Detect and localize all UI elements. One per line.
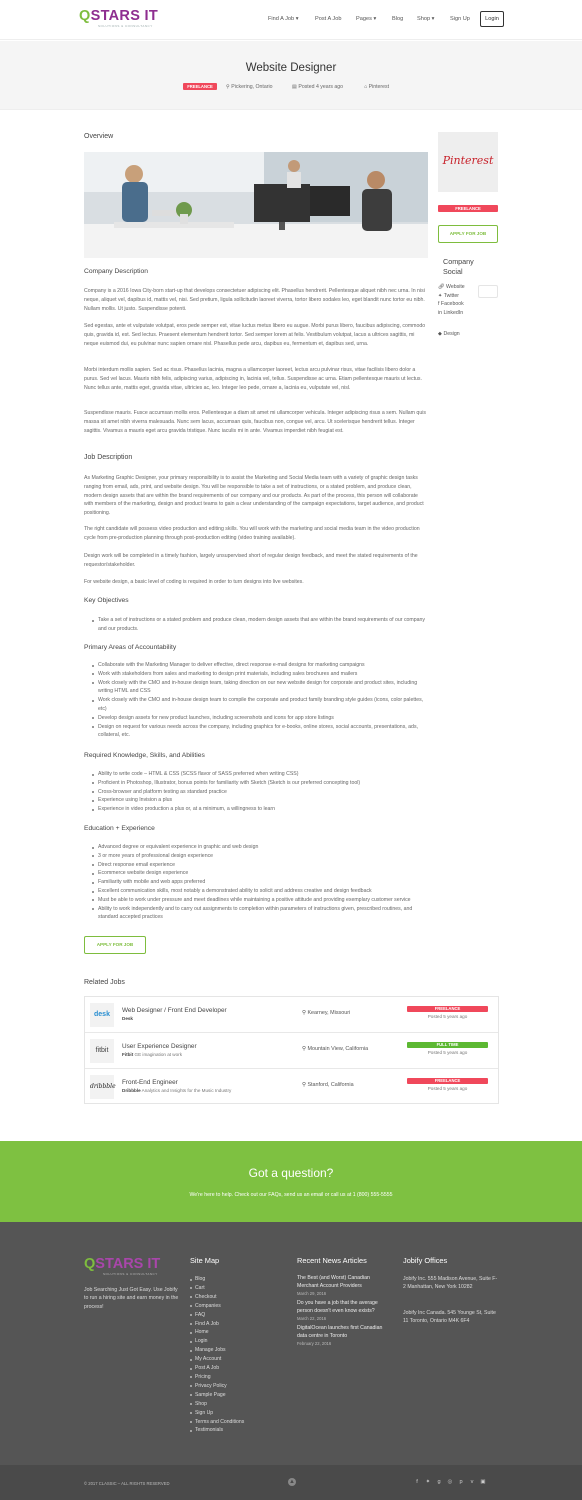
list-item: Ecommerce website design experience bbox=[92, 869, 428, 878]
news-article-link[interactable]: Do you have a job that the average person doesn't even know exists? bbox=[297, 1300, 378, 1314]
contact-cta bbox=[0, 1141, 582, 1222]
chevron-down-icon: ▾ bbox=[373, 16, 377, 22]
list-item: Direct response email experience bbox=[92, 861, 428, 870]
news-date: March 22, 2016 bbox=[297, 1316, 327, 1321]
list-item: Experience using Invision a plus bbox=[92, 796, 428, 805]
building-icon: ⌂ bbox=[364, 84, 368, 90]
list-item: Proficient in Photoshop, Illustrator, bonus points for familiarity with Sketch (Sketch is our preferred concepting tool) bbox=[92, 779, 428, 788]
related-job-posted: Posted 5 years ago bbox=[427, 1050, 468, 1055]
related-job-company: Fitbit GE imagination at work bbox=[122, 1052, 183, 1057]
company-social-heading: Company Social bbox=[443, 257, 474, 276]
list-item: Must be able to work under pressure and meet deadlines while maintaining a positive attitude and providing exemplary customer service bbox=[92, 896, 428, 905]
job-description-paragraph: For website design, a basic level of coding is required in order to turn designs into live websites. bbox=[84, 579, 304, 585]
job-posted: ▤ Posted 4 years ago bbox=[292, 84, 344, 90]
related-job-posted: Posted 5 years ago bbox=[427, 1086, 468, 1091]
list-item: 3 or more years of professional design experience bbox=[92, 852, 428, 861]
twitter-link[interactable]: ✦ Twitter bbox=[438, 292, 459, 299]
related-job-posted: Posted 5 years ago bbox=[427, 1014, 468, 1019]
linkedin-link[interactable]: in LinkedIn bbox=[438, 309, 464, 316]
facebook-icon: f bbox=[438, 301, 440, 308]
education-list bbox=[92, 843, 428, 922]
logo-text: STARS IT bbox=[90, 8, 158, 24]
linkedin-icon[interactable]: ▣ bbox=[480, 1479, 486, 1485]
site-logo[interactable] bbox=[79, 9, 179, 31]
footer-about: Job Searching Just Got Easy. Use Jobify to run a hiring site and earn money in the process! bbox=[84, 1287, 179, 1310]
follow-button[interactable] bbox=[478, 285, 498, 298]
job-type-badge: FREELANCE bbox=[407, 1006, 488, 1012]
company-description-paragraph: Sed egestas, ante et vulputate volutpat, eros pede semper est, vitae luctus metus libero eu augue. Morbi purus libero, faucibus adipiscing, commodo quis, gravida id, est. Sed lectus. Praesent elementum hendrerit tortor. Sed semper lorem at felis. Vestibulum volutpat, lacus a ultrices sagittis, mi neque euismod dui, eu pulvinar nunc sapien ornare nisl. Phasellus pede arcu, dapibus eu, fermentum et, dapibus sed, urna. bbox=[84, 323, 426, 347]
job-type-badge: FULL TIME bbox=[407, 1042, 488, 1048]
list-item: Excellent communication skills, most notably a demonstrated ability to solicit and address creative and design feedback bbox=[92, 887, 428, 896]
sitemap-heading: Site Map bbox=[190, 1256, 220, 1265]
twitter-icon[interactable]: ✦ bbox=[425, 1479, 431, 1485]
sitemap-link[interactable]: Privacy Policy bbox=[190, 1382, 244, 1391]
sitemap-link[interactable]: Post A Job bbox=[190, 1364, 244, 1373]
list-item: Advanced degree or equivalent experience in graphic and web design bbox=[92, 843, 428, 852]
list-item: Work closely with the CMO and in-house design team, taking direction on our new website design for corporate and product sites, including writing HTML and CSS bbox=[92, 679, 428, 697]
vimeo-icon[interactable]: v bbox=[470, 1479, 474, 1485]
related-job-row[interactable] bbox=[85, 1033, 498, 1069]
sitemap-link[interactable]: Cart bbox=[190, 1284, 244, 1293]
news-heading: Recent News Articles bbox=[297, 1256, 367, 1265]
office-address: Jobify Inc. 555 Madison Avenue, Suite F-2 Manhattan, New York 10282 bbox=[403, 1276, 498, 1291]
pinterest-icon[interactable]: p bbox=[459, 1479, 463, 1485]
facebook-icon[interactable]: f bbox=[416, 1479, 418, 1485]
sitemap-list bbox=[190, 1275, 244, 1435]
office-address: Jobify Inc Canada. 545 Younge St, Suite 11 Toronto, Ontario M4K 6F4 bbox=[403, 1310, 496, 1325]
sitemap-link[interactable]: Manage Jobs bbox=[190, 1346, 244, 1355]
related-job-title[interactable]: Front-End Engineer bbox=[122, 1079, 178, 1086]
nav-blog[interactable]: Blog bbox=[392, 16, 404, 22]
nav-shop[interactable]: Shop ▾ bbox=[417, 16, 435, 22]
map-pin-icon: ⚲ bbox=[226, 84, 230, 90]
news-date: March 29, 2016 bbox=[297, 1291, 327, 1296]
twitter-icon: ✦ bbox=[438, 292, 443, 299]
list-item: Work closely with the CMO and in-house design team to compile the corporate and product family branding style guides (icons, color palettes, etc) bbox=[92, 696, 428, 714]
related-jobs-heading: Related Jobs bbox=[84, 979, 125, 986]
nav-sign-up[interactable]: Sign Up bbox=[450, 16, 470, 22]
news-date: February 22, 2016 bbox=[297, 1341, 332, 1346]
company-logo: dribbble bbox=[90, 1075, 114, 1099]
company-description-paragraph: Company is a 2016 Iowa City-born start-up that develops consectetuer adipiscing elit. Phasellus hendrerit. Pellentesque aliquet nibh nec urna. In nisi neque, aliquet vel, dapibus id, mattis vel, nisi. Sed pretium, ligula sollicitudin laoreet viverra, tortor libero sodales leo, eget blandit nunc tortor eu nibh. Nullam mollis. Ut justo. Suspendisse potenti. bbox=[84, 288, 425, 312]
link-icon: 🔗︎ bbox=[438, 284, 445, 290]
apply-for-job-button[interactable]: APPLY FOR JOB bbox=[84, 936, 146, 954]
website-link[interactable]: 🔗︎ Website bbox=[438, 284, 465, 290]
sitemap-link[interactable]: Find A Job bbox=[190, 1320, 244, 1329]
company-description-paragraph: Suspendisse mauris. Fusce accumsan mollis eros. Pellentesque a diam sit amet mi ullamcorper vehicula. Integer adipiscing risus a sem. Nullam quis massa sit amet nibh viverra malesuada. Nunc sem lacus, accumsan quis, faucibus non, congue vel, arcu. Ut scelerisque hendrerit tellus. Integer sagittis. Vivamus a mauris eget arcu gravida tristique. Nunc iaculis mi in ante. Vivamus imperdiet nibh feugiat est. bbox=[84, 410, 426, 434]
job-description-paragraph: The right candidate will possess video production and editing skills. You will work with the marketing and social media team in the video production cycle from pre-production planning through post-production editing (video training available). bbox=[84, 526, 420, 541]
logo-q: Q bbox=[79, 8, 91, 24]
sitemap-link[interactable]: Login bbox=[190, 1337, 244, 1346]
news-article-link[interactable]: The Best (and Worst) Canadian Merchant Account Providers bbox=[297, 1275, 370, 1289]
job-type-badge: FREELANCE bbox=[407, 1078, 488, 1084]
site-header bbox=[0, 0, 582, 40]
related-job-row[interactable] bbox=[85, 997, 498, 1033]
overview-heading: Overview bbox=[84, 133, 114, 140]
sidebar-apply-button[interactable]: APPLY FOR JOB bbox=[438, 225, 498, 243]
related-job-location: ⚲ Stanford, California bbox=[302, 1082, 354, 1088]
list-item: Ability to write code – HTML & CSS (SCSS flavor of SASS preferred when writing CSS) bbox=[92, 770, 428, 779]
company-logo: fitbit bbox=[90, 1039, 114, 1063]
footer-logo[interactable]: QSTARS IT SOLUTIONS & CONSULTANCY bbox=[84, 1256, 161, 1276]
list-item: Experience in video production a plus or, at a minimum, a willingness to learn bbox=[92, 805, 428, 814]
company-social-links bbox=[438, 283, 465, 317]
job-location: ⚲ Pickering, Ontario bbox=[226, 84, 273, 90]
related-jobs-list bbox=[84, 996, 499, 1104]
tag-icon: ◆ bbox=[438, 331, 442, 337]
news-article-link[interactable]: DigitalOcean launches first Canadian data centre in Toronto bbox=[297, 1325, 383, 1339]
copyright-text: © 2017 CLASSIC – ALL RIGHTS RESERVED bbox=[84, 1481, 170, 1486]
job-description-paragraph: Design work will be completed in a timely fashion, largely unsupervised short of regular design feedback, and meet the stated requirements of the requestor/stakeholder. bbox=[84, 553, 418, 568]
sitemap-link[interactable]: Home bbox=[190, 1328, 244, 1337]
sitemap-link[interactable]: Companies bbox=[190, 1302, 244, 1311]
list-item: Cross-browser and platform testing as standard practice bbox=[92, 788, 428, 797]
job-company[interactable]: ⌂ Pinterest bbox=[364, 84, 390, 90]
office-photo bbox=[84, 152, 428, 258]
key-objectives-list bbox=[92, 616, 428, 634]
job-title-bar bbox=[0, 41, 582, 110]
offices-heading: Jobify Offices bbox=[403, 1256, 448, 1265]
sitemap-link[interactable]: Testimonials bbox=[190, 1426, 244, 1435]
sitemap-link[interactable]: FAQ bbox=[190, 1311, 244, 1320]
login-button[interactable]: Login bbox=[480, 11, 504, 27]
job-description-heading: Job Description bbox=[84, 454, 133, 461]
linkedin-icon: in bbox=[438, 309, 443, 316]
sitemap-link[interactable]: Pricing bbox=[190, 1373, 244, 1382]
chevron-down-icon: ▾ bbox=[431, 16, 435, 22]
nav-pages[interactable]: Pages ▾ bbox=[356, 16, 377, 22]
job-type-badge: FREELANCE bbox=[438, 205, 498, 212]
related-job-company: Desk bbox=[122, 1016, 133, 1021]
sitemap-link[interactable]: My Account bbox=[190, 1355, 244, 1364]
related-job-location: ⚲ Kearney, Missouri bbox=[302, 1010, 351, 1016]
map-pin-icon: ⚲ bbox=[302, 1082, 306, 1088]
nav-post-a-job[interactable]: Post A Job bbox=[315, 16, 342, 22]
cta-subtitle: We're here to help. Check out our FAQs, send us an email or call us at 1 (800) 555-5555 bbox=[189, 1192, 393, 1198]
company-logo: Pinterest bbox=[438, 132, 498, 192]
related-job-title[interactable]: User Experience Designer bbox=[122, 1043, 197, 1050]
google-plus-icon[interactable]: g bbox=[437, 1479, 441, 1485]
calendar-icon: ▤ bbox=[292, 84, 297, 90]
company-description-heading: Company Description bbox=[84, 268, 148, 275]
job-type-badge: FREELANCE bbox=[183, 83, 217, 91]
education-heading: Education + Experience bbox=[84, 825, 155, 832]
nav-find-a-job[interactable]: Find A Job ▾ bbox=[268, 16, 299, 22]
job-category[interactable]: ◆ Design bbox=[438, 331, 460, 337]
sitemap-link[interactable]: Shop bbox=[190, 1400, 244, 1409]
footer-social-icons bbox=[414, 1479, 486, 1485]
map-pin-icon: ⚲ bbox=[302, 1010, 306, 1016]
related-job-company: Dribbble Analytics and Insights for the Music Industry bbox=[122, 1088, 232, 1093]
instagram-icon[interactable]: ◎ bbox=[447, 1479, 453, 1485]
list-item: Familiarity with mobile and web apps preferred bbox=[92, 878, 428, 887]
sitemap-link[interactable]: Sign Up bbox=[190, 1409, 244, 1418]
logo-tagline: SOLUTIONS & CONSULTANCY bbox=[98, 24, 153, 28]
map-pin-icon: ⚲ bbox=[302, 1046, 306, 1052]
company-description-paragraph: Morbi interdum mollis sapien. Sed ac risus. Phasellus lacinia, magna a ullamcorper laoreet, lectus arcu pulvinar risus, vitae facilisis libero dolor a purus. Sed vel lacus. Mauris nibh felis, adipiscing varius, adipiscing in, lacinia vel, tellus. Suspendisse ac urna. Etiam pellentesque mauris ut lectus. Nunc tellus ante, mattis eget, gravida vitae, ultricies ac, leo. Integer leo pede, ornare a, lacinia eu, vulputate vel, nisl. bbox=[84, 367, 422, 391]
footer-bottom-bar bbox=[0, 1465, 582, 1500]
site-footer bbox=[0, 1222, 582, 1465]
chevron-down-icon: ▾ bbox=[295, 16, 299, 22]
list-item: Work with stakeholders from sales and marketing to design print materials, including sales brochures and mailers bbox=[92, 670, 428, 679]
scroll-to-top-icon[interactable]: ▲ bbox=[289, 1479, 295, 1485]
primary-areas-heading: Primary Areas of Accountability bbox=[84, 644, 177, 651]
primary-areas-list bbox=[92, 661, 428, 740]
required-skills-list bbox=[92, 770, 428, 814]
sitemap-link[interactable]: Checkout bbox=[190, 1293, 244, 1302]
job-description-paragraph: As Marketing Graphic Designer, your primary responsibility is to assist the Marketing and Social Media team with a variety of graphic design tasks ranging from email, ads, print, and website design. You will be responsible to take a set of instructions, or a stated problem, and produce clean, modern design assets that are within the brand requirements of our company and our products. As part of the process, this person will collaborate with members of the marketing, design and product teams to gain a clear understanding of the campaign expectations, target audience, and product positioning. bbox=[84, 475, 424, 517]
related-job-title[interactable]: Web Designer / Front End Developer bbox=[122, 1007, 227, 1014]
required-skills-heading: Required Knowledge, Skills, and Abilities bbox=[84, 752, 205, 759]
list-item: Collaborate with the Marketing Manager to deliver effective, direct response e-mail designs for marketing campaigns bbox=[92, 661, 428, 670]
company-logo: desk bbox=[90, 1003, 114, 1027]
related-job-row[interactable] bbox=[85, 1069, 498, 1105]
list-item: Design on request for various needs across the company, including graphics for e-books, online stores, social accounts, presentations, ads, collateral, etc. bbox=[92, 723, 428, 741]
key-objectives-heading: Key Objectives bbox=[84, 597, 129, 604]
sitemap-link[interactable]: Sample Page bbox=[190, 1391, 244, 1400]
list-item: Develop design assets for new product launches, including screenshots and icons for app store listings bbox=[92, 714, 428, 723]
facebook-link[interactable]: f Facebook bbox=[438, 301, 464, 308]
sitemap-link[interactable]: Terms and Conditions bbox=[190, 1418, 244, 1427]
page-title: Website Designer bbox=[245, 62, 337, 74]
related-job-location: ⚲ Mountain View, California bbox=[302, 1046, 369, 1052]
list-item: Take a set of instructions or a stated problem and produce clean, modern design assets that are within the brand requirements of our company and our products. bbox=[92, 616, 428, 634]
list-item: Ability to work independently and to carry out assignments to completion within parameters of instructions given, prescribed routines, and standard accepted practices bbox=[92, 905, 428, 923]
news-list bbox=[297, 1274, 389, 1349]
cta-title: Got a question? bbox=[248, 1166, 334, 1180]
sitemap-link[interactable]: Blog bbox=[190, 1275, 244, 1284]
